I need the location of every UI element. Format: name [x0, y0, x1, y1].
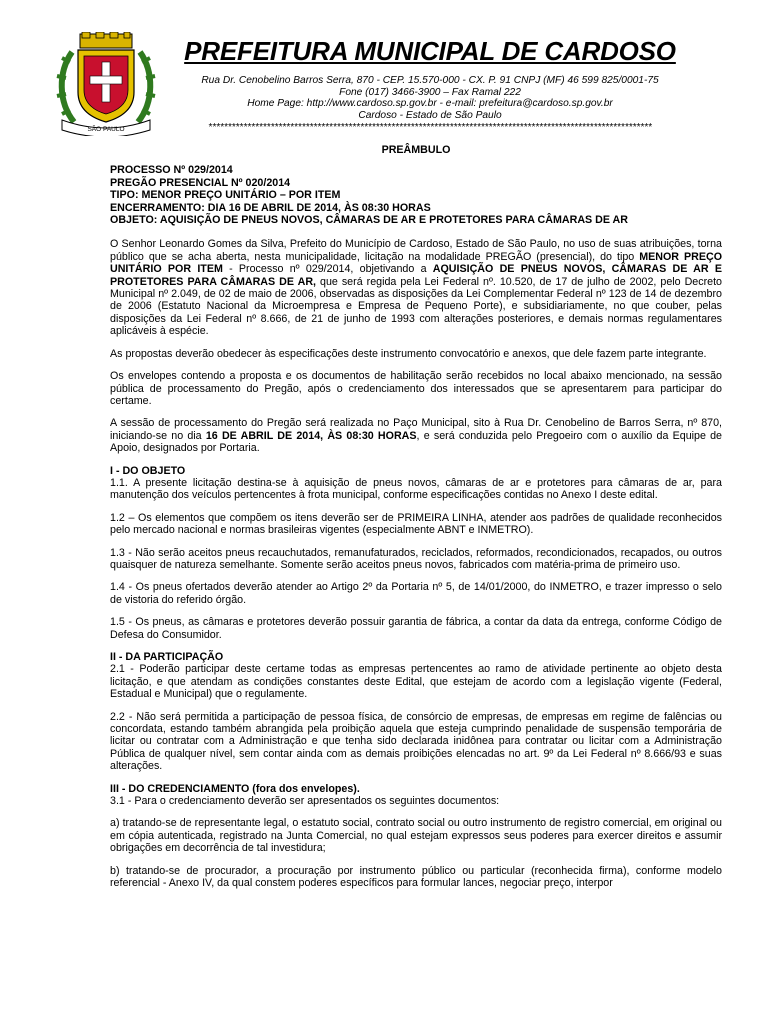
- auction-number: PREGÃO PRESENCIAL Nº 020/2014: [110, 176, 291, 189]
- clause-1-5: 1.5 - Os pneus, as câmaras e protetores deverão possuir garantia de fábrica, a contar da data da entrega, conforme Código de Defesa do Consumidor.: [110, 616, 722, 641]
- address-line: Rua Dr. Cenobelino Barros Serra, 870 - CEP. 15.570-000 - CX. P. 91 CNPJ (MF) 46 599 825/0001-75: [201, 75, 659, 86]
- page-title: PREFEITURA MUNICIPAL DE CARDOSO: [184, 36, 676, 66]
- clause-1-2: 1.2 – Os elementos que compõem os itens deverão ser de PRIMEIRA LINHA, atender aos padrões de qualidade reconhecidos pelo mercado nacional e normas brasileiras vigentes (especialmente ABNT e INMETRO).: [110, 511, 722, 537]
- process-info: [110, 164, 722, 226]
- envelopes-paragraph: Os envelopes contendo a proposta e os documentos de habilitação serão recebidos no local abaixo mencionado, na sessão pública de processamento do Pregão, após o credenciamento dos interessados que se apresentarem para participar do certame.: [110, 370, 722, 407]
- separator: ******************************************************************************************************************: [208, 122, 652, 134]
- closing-date: ENCERRAMENTO: DIA 16 DE ABRIL DE 2014, ÀS 08:30 HORAS: [110, 201, 431, 214]
- svg-text:SÃO PAULO: SÃO PAULO: [87, 126, 125, 133]
- section-title-participation: II - DA PARTICIPAÇÃO: [110, 651, 224, 663]
- object-line: OBJETO: AQUISIÇÃO DE PNEUS NOVOS, CÂMARAS DE AR E PROTETORES PARA CÂMARAS DE AR: [110, 214, 628, 227]
- letterhead: [180, 36, 680, 133]
- section-title-accreditation: III - DO CREDENCIAMENTO (fora dos envelopes).: [110, 782, 360, 795]
- clause-3-1-a: a) tratando-se de representante legal, o estatuto social, contrato social ou outro instrumento de registro comercial, em original ou em cópia autenticada, registrado na Junta Comercial, no qual estejam expressos seus poderes para exercer direitos e assumir obrigações em decorrência de tal investidura;: [110, 817, 722, 855]
- document-body: [110, 144, 722, 900]
- web-line: Home Page: http://www.cardoso.sp.gov.br - e-mail: prefeitura@cardoso.sp.gov.br: [247, 98, 613, 110]
- bid-type: TIPO: MENOR PREÇO UNITÁRIO – POR ITEM: [110, 189, 341, 202]
- clause-3-1: 3.1 - Para o credenciamento deverão ser apresentados os seguintes documentos:: [110, 795, 500, 808]
- preamble-title: PREÂMBULO: [381, 144, 451, 156]
- clause-3-1-b: b) tratando-se de procurador, a procuração por instrumento público ou particular (reconhecida firma), conforme modelo referencial - Anexo IV, da qual constem poderes específicos para formular lances, negociar preço, interpor: [110, 864, 722, 890]
- phone-line: Fone (017) 3466-3900 – Fax Ramal 222: [339, 86, 521, 98]
- clause-2-2: 2.2 - Não será permitida a participação de pessoa física, de consórcio de empresas, de empresas em regime de falências ou concordata, estando também abrangida pela proibição aquela que esteja cumprindo penalidade de suspensão temporária de licitar ou contratar com a Administração e que tenha sido declarada inidônea para contratar ou licitar com a Administração Pública de qualquer nível, sem contar ainda com as demais proibições elencadas no art. 9º da Lei Federal nº 8.666/93 e suas alterações.: [110, 710, 722, 773]
- municipal-crest-icon: [50, 32, 162, 136]
- clause-2-1: 2.1 - Poderão participar deste certame todas as empresas pertencentes ao ramo de atividade pertinente ao objeto desta licitação, e que atendam as condições constantes deste Edital, que estejam de acordo com a legislação vigente (Federal, Estadual e Municipal) que o regulamente.: [110, 663, 722, 701]
- city-line: Cardoso - Estado de São Paulo: [358, 109, 502, 121]
- clause-1-1: 1.1. A presente licitação destina-se à aquisição de pneus novos, câmaras de ar e protetores para câmaras de ar, para manutenção dos veículos pertencentes à frota municipal, conforme especificações contidas no Anexo I deste edital.: [110, 476, 722, 502]
- proposals-paragraph: As propostas deverão obedecer às especificações deste instrumento convocatório e anexos, que dele fazem parte integrante.: [110, 347, 707, 360]
- process-number: PROCESSO Nº 029/2014: [110, 164, 233, 177]
- intro-paragraph: O Senhor Leonardo Gomes da Silva, Prefeito do Município de Cardoso, Estado de São Paulo, no uso de suas atribuições, torna público que se acha aberta, nesta municipalidade, licitação na modalidade PREGÃO (presencial), do tipo MENOR PREÇO UNITÁRIO POR ITEM - Processo nº 029/2014, objetivando a AQUISIÇÃO DE PNEUS NOVOS, CÂMARAS DE AR E PROTETORES PARA CÂMARAS DE AR, que será regida pela Lei Federal nº. 10.520, de 17 de julho de 2002, pelo Decreto Municipal nº 2.049, de 02 de maio de 2006, observadas as disposições da Lei Complementar Federal nº 123 de 14 de dezembro de 2006 (Estatuto Nacional da Microempresa e Empresa de Pequeno Porte), e subsidiariamente, no que couber, pelas disposições da Lei Federal nº 8.666, de 21 de junho de 1993 com alterações posteriores, e demais normas regulamentares aplicáveis à espécie.: [110, 238, 723, 338]
- session-paragraph: A sessão de processamento do Pregão será realizada no Paço Municipal, sito à Rua Dr. Cenobelino de Barros Serra, nº 870, iniciando-se no dia 16 DE ABRIL DE 2014, ÀS 08:30 HORAS, e será conduzida pelo Pregoeiro com o auxílio da Equipe de Apoio, designados por Portaria.: [110, 417, 723, 455]
- clause-1-3: 1.3 - Não serão aceitos pneus recauchutados, remanufaturados, reciclados, reformados, recondicionados, recapados, ou outros quaisquer de natureza semelhante. Somente serão aceitos pneus novos, fabricados com matéria-prima de primeiro uso.: [110, 546, 722, 571]
- section-title-object: I - DO OBJETO: [110, 464, 186, 477]
- clause-1-4: 1.4 - Os pneus ofertados deverão atender ao Artigo 2º da Portaria nº 5, de 14/01/2000, do INMETRO, e trazer impresso o selo de vistoria do referido órgão.: [110, 581, 722, 606]
